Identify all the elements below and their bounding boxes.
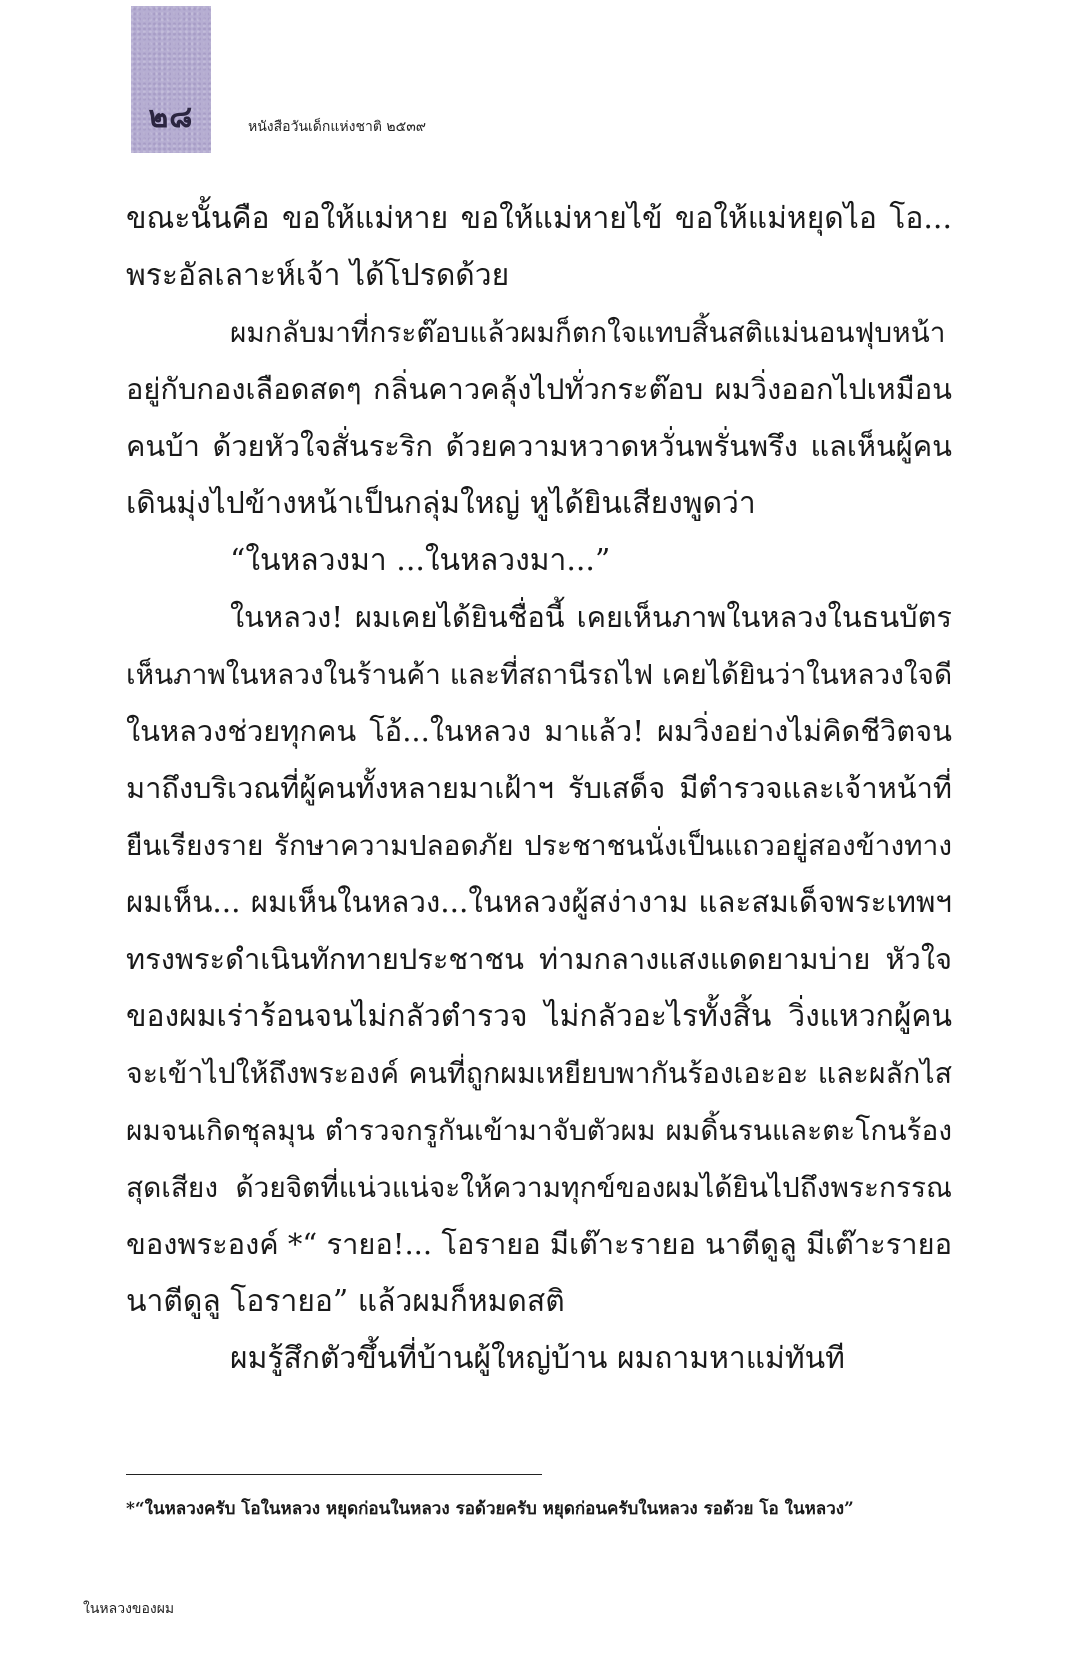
text-line: ผมกลับมาที่กระต๊อบแล้วผมก็ตกใจแทบสิ้นสติแม่นอนฟุบหน้า [230, 316, 946, 349]
text-line: มาถึงบริเวณที่ผู้คนทั้งหลายมาเฝ้าฯ รับเสด็จ มีตำรวจและเจ้าหน้าที่ [126, 771, 952, 805]
text-line: ยืนเรียงราย รักษาความปลอดภัย ประชาชนนั่งเป็นแถวอยู่สองข้างทาง [126, 829, 952, 862]
text-line: ในหลวงช่วยทุกคน โอ้...ในหลวง มาแล้ว! ผมวิ่งอย่างไม่คิดชีวิตจน [126, 714, 952, 748]
text-line: ขณะนั้นคือ ขอให้แม่หาย ขอให้แม่หายไข้ ขอให้แม่หยุดไอ โอ... [126, 201, 952, 236]
text-line: ในหลวง! ผมเคยได้ยินชื่อนี้ เคยเห็นภาพในหลวงในธนบัตร [230, 600, 952, 634]
footnote-divider [126, 1474, 542, 1475]
text-line: ผมรู้สึกตัวขึ้นที่บ้านผู้ใหญ่บ้าน ผมถามหาแม่ทันที [230, 1341, 845, 1376]
text-line: เดินมุ่งไปข้างหน้าเป็นกลุ่มใหญ่ หูได้ยินเสียงพูดว่า [126, 486, 756, 521]
text-line: คนบ้า ด้วยหัวใจสั่นระริก ด้วยความหวาดหวั่นพรั่นพรึง แลเห็นผู้คน [126, 429, 952, 463]
text-line: สุดเสียง ด้วยจิตที่แน่วแน่จะให้ความทุกข์ของผมได้ยินไปถึงพระกรรณ [126, 1171, 952, 1204]
page-number-tab [131, 6, 211, 153]
page-number: ๒๘ [148, 100, 194, 135]
running-header: หนังสือวันเด็กแห่งชาติ ๒๕๓๙ [248, 119, 427, 135]
text-line: ผมจนเกิดชุลมุน ตำรวจกรูกันเข้ามาจับตัวผม ผมดิ้นรนและตะโกนร้อง [126, 1114, 952, 1147]
text-line: ทรงพระดำเนินทักทายประชาชน ท่ามกลางแสงแดดยามบ่าย หัวใจ [126, 942, 952, 976]
text-line: พระอัลเลาะห์เจ้า ได้โปรดด้วย [126, 258, 510, 293]
text-line: ของผมเร่าร้อนจนไม่กลัวตำรวจ ไม่กลัวอะไรทั้งสิ้น วิ่งแหวกผู้คน [126, 999, 952, 1034]
text-line: นาตีดูลู โอรายอ” แล้วผมก็หมดสติ [126, 1284, 565, 1319]
text-line: จะเข้าไปให้ถึงพระองค์ คนที่ถูกผมเหยียบพากันร้องเอะอะ และผลักไส [126, 1057, 952, 1090]
running-footer: ในหลวงของผม [83, 1601, 175, 1617]
footnote: *“ในหลวงครับ โอในหลวง หยุดก่อนในหลวง รอด้วยครับ หยุดก่อนครับในหลวง รอด้วย โอ ในหลวง” [126, 1499, 854, 1519]
text-line: ผมเห็น... ผมเห็นในหลวง...ในหลวงผู้สง่างาม และสมเด็จพระเทพฯ [126, 885, 952, 919]
text-line: เห็นภาพในหลวงในร้านค้า และที่สถานีรถไฟ เคยได้ยินว่าในหลวงใจดี [126, 658, 953, 691]
text-line: อยู่กับกองเลือดสดๆ กลิ่นคาวคลุ้งไปทั่วกระต๊อบ ผมวิ่งออกไปเหมือน [126, 372, 952, 406]
text-line: “ในหลวงมา ...ในหลวงมา...” [230, 543, 611, 578]
text-line: ของพระองค์ *“ รายอ!... โอรายอ มีเต๊าะรายอ นาตีดูลู มีเต๊าะรายอ [126, 1227, 952, 1261]
body-text [126, 190, 952, 1387]
